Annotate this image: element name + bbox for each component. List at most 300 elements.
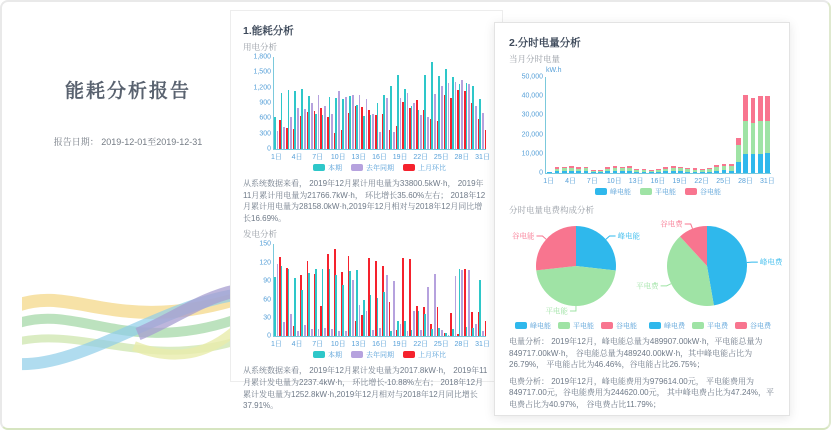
bar	[283, 127, 285, 149]
bar	[420, 115, 422, 149]
y-tick-label: 20,000	[521, 131, 543, 139]
bar	[335, 275, 337, 336]
legend-color-chip	[640, 188, 652, 195]
bar	[377, 298, 379, 337]
bar-segment	[584, 171, 589, 173]
stacked-bar	[598, 77, 603, 173]
bar	[372, 114, 374, 149]
energy-composition-pie	[509, 220, 643, 314]
x-axis	[270, 337, 490, 349]
legend-item[interactable]	[515, 321, 551, 331]
bar	[359, 95, 361, 149]
bar	[466, 83, 468, 149]
x-tick-label: 16日	[650, 178, 666, 185]
bar-group	[735, 77, 742, 173]
legend-item[interactable]	[692, 321, 728, 331]
stacked-bar	[729, 77, 734, 173]
bar	[318, 95, 320, 149]
bar	[431, 329, 433, 336]
bar-segment	[743, 154, 748, 173]
fee-summary-text: 电费分析： 2019年12月，峰电能费用为979614.00元， 平电能费用为849717.00元，谷电能费用为244620.00元， 其中峰电费占比为47.24%，平电费占比为40.97%， 谷电费占比11.79%；	[509, 376, 774, 409]
bar-group	[546, 77, 553, 173]
bar	[308, 96, 310, 149]
bar-group	[728, 77, 735, 173]
bar	[479, 99, 481, 149]
stacked-bar	[714, 77, 719, 173]
bar	[485, 321, 487, 336]
tou-chart-subtitle: 当月分时电量	[509, 54, 561, 64]
x-tick-label: 7日	[312, 154, 324, 161]
legend-label: 平电能	[655, 188, 676, 196]
bar	[434, 274, 436, 337]
bar	[448, 83, 450, 149]
legend-item[interactable]	[640, 187, 676, 197]
bar-segment	[627, 171, 632, 173]
stacked-bar	[562, 77, 567, 173]
fee-pie-legend	[643, 320, 777, 331]
stacked-bar	[758, 77, 763, 173]
x-tick-label: 13日	[351, 341, 367, 349]
bar	[315, 114, 317, 149]
plot-area	[259, 240, 486, 340]
bar-group	[626, 77, 633, 173]
legend-color-chip	[351, 164, 363, 171]
y-tick-label: 50,000	[521, 73, 543, 81]
x-tick-label: 28日	[454, 154, 470, 161]
legend-label: 峰电能	[530, 322, 551, 330]
bar	[466, 327, 468, 336]
legend-label: 谷电能	[700, 188, 721, 196]
bar-group	[604, 77, 611, 173]
bar	[393, 281, 395, 336]
bar-segment	[555, 171, 560, 173]
bar	[356, 105, 358, 149]
bar-segment	[642, 172, 647, 173]
bar	[363, 300, 365, 337]
x-tick-label: 25日	[433, 341, 449, 349]
y-tick-label: 0	[267, 145, 271, 153]
x-tick-label: 13日	[628, 178, 644, 185]
x-axis	[270, 150, 490, 161]
legend-color-chip	[313, 164, 325, 171]
stacked-bar	[634, 77, 639, 173]
bar	[297, 331, 299, 336]
bar	[372, 330, 374, 336]
bar	[420, 330, 422, 336]
legend-item[interactable]	[403, 163, 446, 173]
y-tick-label: 0	[267, 332, 271, 340]
bar-segment	[722, 170, 727, 173]
x-tick-label: 28日	[738, 178, 753, 185]
y-axis-unit-label: kW.h	[546, 67, 562, 74]
bar	[475, 106, 477, 149]
bar	[441, 86, 443, 149]
bar-segment	[605, 171, 610, 173]
bar-segment	[736, 162, 741, 173]
stacked-bar	[765, 77, 770, 173]
bar	[277, 264, 279, 336]
bar-segment	[765, 153, 770, 173]
pie-slice-label: 平电费	[636, 281, 659, 291]
bar	[383, 95, 385, 149]
bar	[397, 321, 399, 336]
pie-slice-label: 平电能	[545, 306, 568, 316]
bar	[274, 277, 276, 336]
stacked-bar	[649, 77, 654, 173]
bar	[311, 329, 313, 336]
bar	[290, 117, 292, 149]
bar	[377, 103, 379, 149]
report-date: 报告日期： 2019-12-01至2019-12-31	[53, 137, 203, 147]
bar	[472, 86, 474, 149]
pie-charts-row	[509, 219, 783, 331]
legend-item[interactable]	[351, 350, 394, 360]
bars-container	[274, 244, 486, 336]
bar-segment	[758, 121, 763, 154]
bar	[363, 116, 365, 149]
legend-color-chip	[313, 351, 325, 358]
stacked-bar	[620, 77, 625, 173]
x-tick-label: 31日	[475, 154, 490, 161]
bar-group	[479, 57, 486, 149]
bar-segment	[765, 96, 770, 122]
y-tick-label: 600	[259, 114, 271, 122]
bar	[335, 98, 337, 149]
x-tick-label: 13日	[351, 154, 367, 161]
chart-legend	[273, 349, 486, 360]
stacked-bar	[642, 77, 647, 173]
bar-segment	[562, 171, 567, 173]
bar	[342, 285, 344, 337]
pie-slice-label: 峰电费	[759, 257, 783, 267]
energy-pie-legend	[509, 320, 643, 331]
bar-group	[619, 77, 626, 173]
legend-item[interactable]	[351, 163, 394, 173]
y-tick-label: 40,000	[521, 92, 543, 100]
bar	[304, 109, 306, 149]
bar	[427, 117, 429, 149]
bar	[452, 329, 454, 336]
legend-item[interactable]	[313, 163, 342, 173]
bar-segment	[736, 138, 741, 145]
bar-group	[749, 77, 756, 173]
legend-color-chip	[692, 322, 704, 329]
generation-summary-text: 从系统数据来看， 2019年12月累计发电量为2017.8kW·h， 2019年11月累计发电量为2237.4kW·h， 环比增长-10.88%左右； 2018年12月累计发电量为1252.8kW·h,2019年12月相对与2018年12月同比增长37.91%。	[243, 366, 488, 411]
bar	[308, 273, 310, 337]
bar-segment	[656, 172, 661, 173]
bar-group	[720, 77, 727, 173]
bar-segment	[663, 171, 668, 173]
bar-group	[590, 77, 597, 173]
usage-chart-subtitle: 用电分析	[243, 42, 278, 52]
bar-group	[648, 77, 655, 173]
bar	[434, 94, 436, 149]
x-tick-label: 4日	[291, 341, 303, 349]
x-tick-label: 28日	[454, 341, 470, 349]
bar-group	[633, 77, 640, 173]
bar	[274, 117, 276, 149]
stacked-bar	[591, 77, 596, 173]
y-tick-label: 90	[263, 277, 271, 285]
bar	[393, 132, 395, 149]
pie-section-subtitle: 分时电量电费构成分析	[509, 205, 595, 215]
bar	[413, 103, 415, 149]
bar-group	[438, 244, 445, 336]
bar-group	[479, 244, 486, 336]
bar	[475, 324, 477, 337]
legend-item[interactable]	[685, 187, 721, 197]
pie-slice-label: 谷电能	[511, 231, 535, 241]
legend-item[interactable]	[601, 321, 637, 331]
bar-group	[691, 77, 698, 173]
pie-label-line	[536, 236, 546, 239]
x-tick-label: 10日	[330, 154, 346, 161]
legend-color-chip	[735, 322, 747, 329]
bar-group	[655, 77, 662, 173]
legend-item[interactable]	[403, 350, 446, 360]
tou-stacked-bar-chart	[521, 67, 775, 197]
legend-color-chip	[403, 164, 415, 171]
stacked-bar	[613, 77, 618, 173]
bar-group	[597, 77, 604, 173]
generation-chart-subtitle: 发电分析	[243, 229, 278, 240]
legend-item[interactable]	[735, 321, 771, 331]
bar-segment	[743, 121, 748, 154]
legend-color-chip	[351, 351, 363, 358]
pie-slice-label: 峰电能	[617, 231, 641, 241]
y-tick-label: 60	[263, 296, 271, 304]
bar	[459, 269, 461, 336]
x-tick-label: 1日	[270, 154, 282, 161]
bar	[345, 331, 347, 337]
chart-legend	[273, 162, 486, 173]
bar	[281, 93, 283, 149]
bar	[304, 325, 306, 337]
bar	[386, 98, 388, 149]
y-tick-label: 30,000	[521, 111, 543, 119]
x-tick-label: 19日	[672, 178, 688, 185]
bar	[452, 77, 454, 149]
legend-item[interactable]	[649, 321, 685, 331]
bar	[329, 97, 331, 149]
bar-group	[764, 77, 771, 173]
report-cover-page	[22, 8, 234, 416]
energy-analysis-panel	[230, 10, 503, 411]
x-tick-label: 31日	[759, 178, 775, 185]
legend-item[interactable]	[558, 321, 594, 331]
bar	[461, 270, 463, 336]
x-tick-label: 19日	[392, 154, 408, 161]
bar-segment	[671, 171, 676, 173]
bar	[431, 62, 433, 149]
bar	[397, 75, 399, 149]
bar-segment	[751, 98, 756, 123]
y-tick-label: 30	[263, 314, 271, 322]
pie-slice	[576, 226, 616, 270]
bar-group	[553, 77, 560, 173]
bar-group	[561, 77, 568, 173]
stacked-bar	[555, 77, 560, 173]
bar	[441, 330, 443, 336]
bar-group	[466, 244, 473, 336]
bar-group	[640, 77, 647, 173]
bar-segment	[613, 171, 618, 173]
stacked-bar	[569, 77, 574, 173]
x-tick-label: 16日	[372, 341, 387, 349]
bar	[479, 280, 481, 336]
y-tick-label: 300	[259, 130, 271, 138]
bar-group	[582, 77, 589, 173]
bar	[461, 80, 463, 149]
bar	[379, 132, 381, 149]
bar	[482, 113, 484, 149]
bar	[366, 311, 368, 336]
bar-group	[384, 244, 391, 336]
bar-group	[713, 77, 720, 173]
bar-segment	[729, 171, 734, 173]
bar	[352, 280, 354, 336]
legend-color-chip	[515, 322, 527, 329]
bar	[413, 311, 415, 337]
x-tick-label: 31日	[475, 341, 490, 349]
bar-segment	[685, 172, 690, 173]
bar	[338, 91, 340, 149]
bar	[411, 330, 413, 336]
y-tick-label: 900	[259, 99, 271, 107]
stacked-bar	[576, 77, 581, 173]
stacked-bar	[663, 77, 668, 173]
bar-group	[742, 77, 749, 173]
bar	[459, 84, 461, 149]
stacked-bar	[722, 77, 727, 173]
legend-label: 去年同期	[366, 351, 394, 359]
tou-analysis-card	[494, 22, 790, 416]
bar	[294, 91, 296, 149]
bar	[379, 328, 381, 336]
bar-segment	[714, 171, 719, 173]
pie-label-line	[570, 306, 576, 311]
bar-segment	[620, 171, 625, 173]
bar-group	[404, 244, 411, 336]
bar-segment	[547, 172, 552, 173]
bar-segment	[634, 172, 639, 173]
legend-item[interactable]	[595, 187, 631, 197]
bar	[418, 110, 420, 149]
bar	[349, 271, 351, 336]
bar	[290, 314, 292, 336]
bar-segment	[576, 171, 581, 173]
bar	[424, 314, 426, 336]
bar-group	[431, 244, 438, 336]
energy-pie-box	[509, 220, 643, 331]
x-tick-label: 4日	[291, 154, 303, 161]
decorative-waves-image	[22, 284, 234, 376]
pie-label-line	[606, 236, 616, 239]
bar-group	[575, 77, 582, 173]
bar	[322, 269, 324, 336]
bar	[418, 311, 420, 337]
bar	[359, 305, 361, 336]
stacked-bar	[671, 77, 676, 173]
plot-area	[253, 53, 486, 153]
stacked-bar	[584, 77, 589, 173]
legend-label: 上月环比	[418, 164, 446, 172]
pie-slice	[536, 226, 576, 270]
bar	[297, 108, 299, 149]
x-axis	[543, 174, 775, 185]
legend-item[interactable]	[313, 350, 342, 360]
bar	[404, 89, 406, 149]
stacked-bar	[743, 77, 748, 173]
legend-color-chip	[403, 351, 415, 358]
bar-segment	[743, 95, 748, 121]
bar	[438, 76, 440, 149]
bar-segment	[758, 96, 763, 121]
bar	[472, 328, 474, 337]
legend-color-chip	[649, 322, 661, 329]
bar	[281, 266, 283, 337]
legend-label: 本期	[328, 164, 342, 172]
x-tick-label: 10日	[330, 341, 346, 349]
pie-slice-label: 谷电费	[660, 219, 683, 229]
bars-container	[546, 77, 771, 173]
x-tick-label: 25日	[716, 178, 732, 185]
stacked-bar	[605, 77, 610, 173]
bar	[342, 99, 344, 149]
bar	[400, 324, 402, 337]
stacked-bar	[547, 77, 552, 173]
x-tick-label: 19日	[392, 341, 408, 349]
legend-color-chip	[558, 322, 570, 329]
legend-color-chip	[595, 188, 607, 195]
legend-label: 去年同期	[366, 164, 394, 172]
bar	[485, 130, 487, 149]
bar-group	[684, 77, 691, 173]
bar-segment	[758, 154, 763, 173]
chart-legend	[545, 186, 771, 197]
bar	[482, 331, 484, 336]
bar	[331, 329, 333, 336]
report-title: 能耗分析报告	[64, 81, 191, 102]
bar-group	[611, 77, 618, 173]
bar	[345, 97, 347, 149]
y-tick-label: 10,000	[521, 150, 543, 158]
bar-group	[662, 77, 669, 173]
bar-segment	[678, 171, 683, 173]
stacked-bar	[736, 77, 741, 173]
bar-segment	[751, 123, 756, 155]
bar	[390, 86, 392, 149]
bar	[448, 335, 450, 337]
bar-segment	[598, 172, 603, 173]
stacked-bar	[707, 77, 712, 173]
bar	[283, 322, 285, 336]
x-tick-label: 1日	[270, 341, 282, 349]
pie-slice	[707, 226, 747, 305]
bar	[301, 89, 303, 149]
bar	[468, 84, 470, 149]
bar	[329, 269, 331, 336]
bar	[455, 276, 457, 337]
x-tick-label: 7日	[586, 178, 598, 185]
bar	[288, 269, 290, 336]
bar	[427, 287, 429, 336]
x-tick-label: 22日	[413, 154, 429, 161]
bar-segment	[707, 172, 712, 173]
fee-pie-box	[636, 219, 783, 331]
x-tick-label: 22日	[413, 341, 429, 349]
stacked-bar	[678, 77, 683, 173]
